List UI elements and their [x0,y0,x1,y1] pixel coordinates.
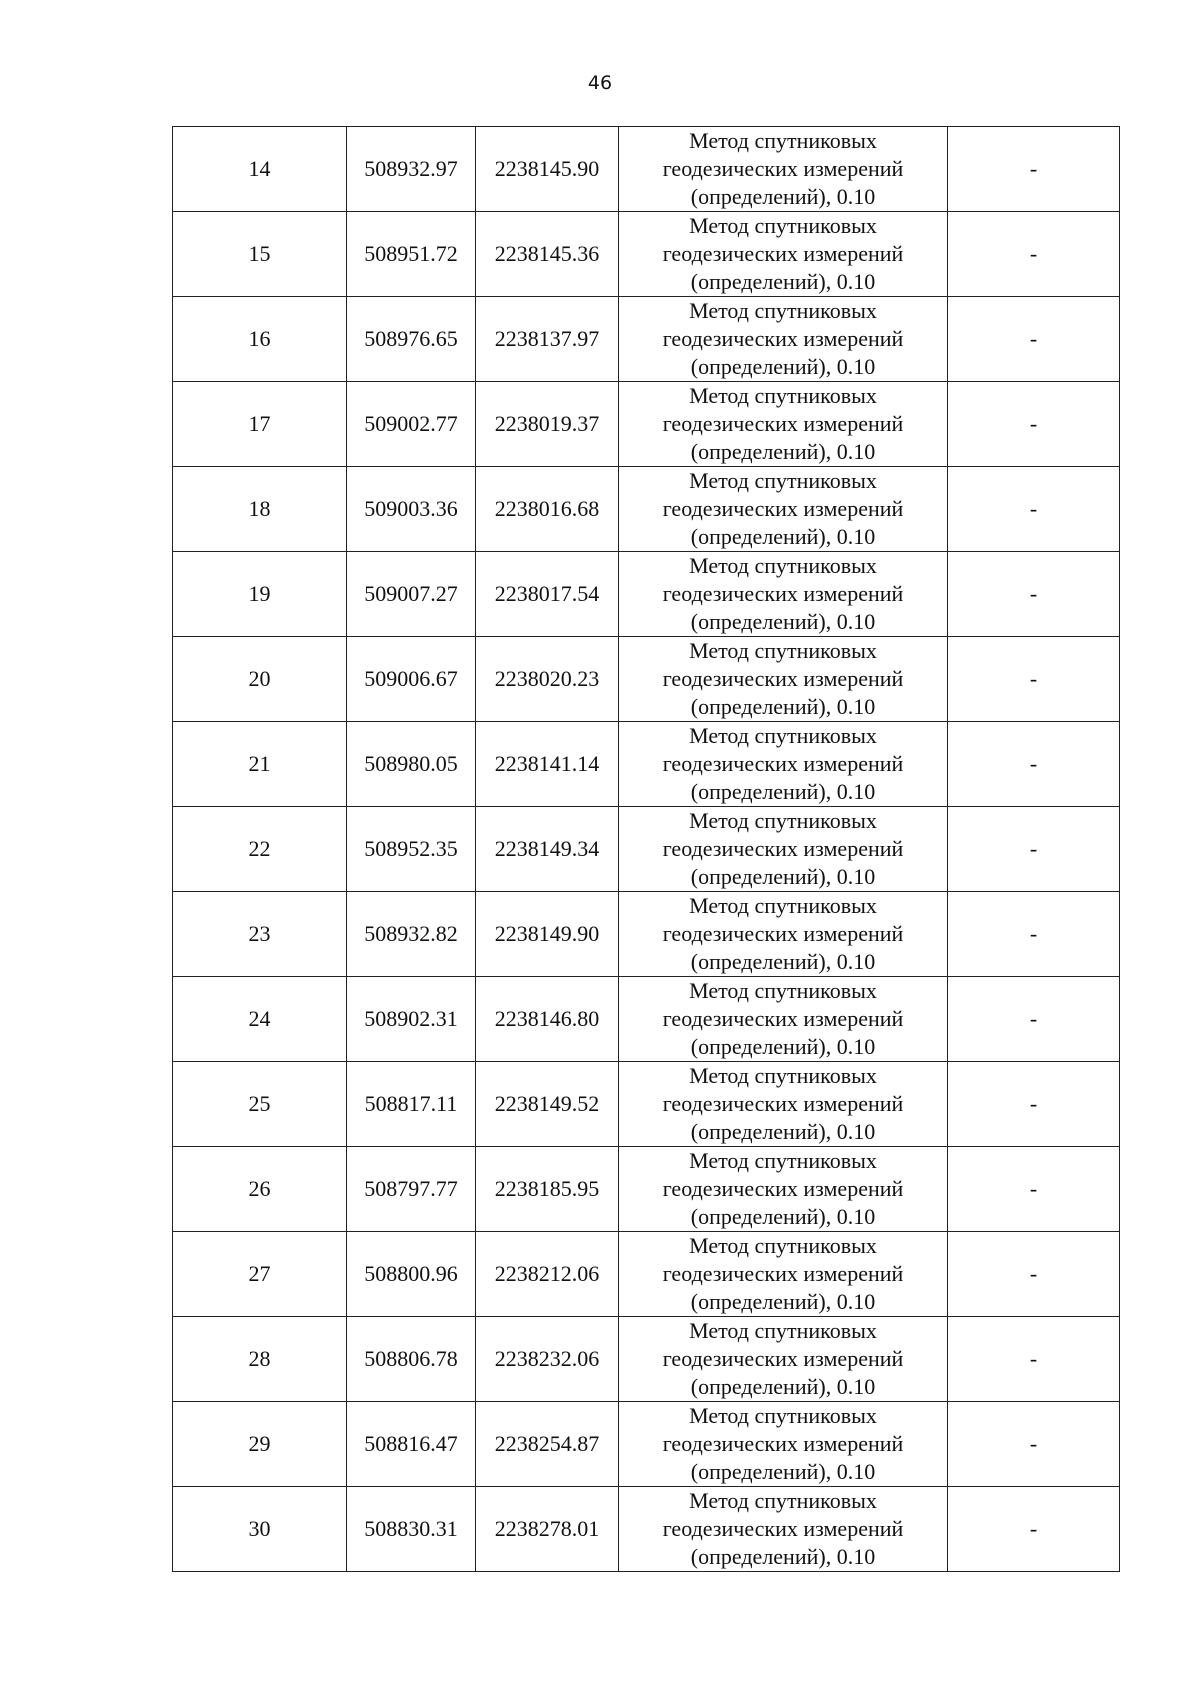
method-cell: Метод спутниковых геодезических измерений (определений), 0.10 [619,637,948,722]
note-cell: - [948,637,1120,722]
table-row [173,297,1120,382]
table-row [173,722,1120,807]
point-number-cell: 16 [173,297,347,382]
table-row [173,127,1120,212]
y-coordinate-cell: 2238145.90 [476,127,619,212]
note-cell: - [948,382,1120,467]
note-cell: - [948,297,1120,382]
x-coordinate-cell: 508902.31 [347,977,476,1062]
y-coordinate-cell: 2238149.52 [476,1062,619,1147]
point-number-cell: 24 [173,977,347,1062]
table-row [173,552,1120,637]
page-number: 46 [587,72,613,94]
table-row [173,1147,1120,1232]
point-number-cell: 27 [173,1232,347,1317]
x-coordinate-cell: 508830.31 [347,1487,476,1572]
y-coordinate-cell: 2238149.90 [476,892,619,977]
point-number-cell: 19 [173,552,347,637]
method-cell: Метод спутниковых геодезических измерений (определений), 0.10 [619,382,948,467]
coordinates-table [172,126,1120,1572]
y-coordinate-cell: 2238141.14 [476,722,619,807]
point-number-cell: 14 [173,127,347,212]
method-cell: Метод спутниковых геодезических измерений (определений), 0.10 [619,1317,948,1402]
x-coordinate-cell: 508816.47 [347,1402,476,1487]
note-cell: - [948,892,1120,977]
point-number-cell: 29 [173,1402,347,1487]
y-coordinate-cell: 2238016.68 [476,467,619,552]
table-row [173,212,1120,297]
table-row [173,1317,1120,1402]
y-coordinate-cell: 2238145.36 [476,212,619,297]
note-cell: - [948,977,1120,1062]
note-cell: - [948,1147,1120,1232]
x-coordinate-cell: 508800.96 [347,1232,476,1317]
y-coordinate-cell: 2238232.06 [476,1317,619,1402]
x-coordinate-cell: 508980.05 [347,722,476,807]
method-cell: Метод спутниковых геодезических измерений (определений), 0.10 [619,467,948,552]
point-number-cell: 22 [173,807,347,892]
method-cell: Метод спутниковых геодезических измерений (определений), 0.10 [619,1232,948,1317]
point-number-cell: 21 [173,722,347,807]
method-cell: Метод спутниковых геодезических измерений (определений), 0.10 [619,977,948,1062]
method-cell: Метод спутниковых геодезических измерений (определений), 0.10 [619,127,948,212]
point-number-cell: 17 [173,382,347,467]
table-row [173,382,1120,467]
x-coordinate-cell: 509003.36 [347,467,476,552]
note-cell: - [948,722,1120,807]
table-row [173,1487,1120,1572]
note-cell: - [948,1232,1120,1317]
y-coordinate-cell: 2238019.37 [476,382,619,467]
y-coordinate-cell: 2238149.34 [476,807,619,892]
x-coordinate-cell: 508976.65 [347,297,476,382]
method-cell: Метод спутниковых геодезических измерений (определений), 0.10 [619,297,948,382]
note-cell: - [948,1487,1120,1572]
method-cell: Метод спутниковых геодезических измерений (определений), 0.10 [619,1487,948,1572]
note-cell: - [948,1402,1120,1487]
table-row [173,1062,1120,1147]
x-coordinate-cell: 508932.82 [347,892,476,977]
method-cell: Метод спутниковых геодезических измерений (определений), 0.10 [619,807,948,892]
x-coordinate-cell: 508932.97 [347,127,476,212]
y-coordinate-cell: 2238017.54 [476,552,619,637]
x-coordinate-cell: 508806.78 [347,1317,476,1402]
method-cell: Метод спутниковых геодезических измерений (определений), 0.10 [619,722,948,807]
method-cell: Метод спутниковых геодезических измерений (определений), 0.10 [619,1062,948,1147]
note-cell: - [948,552,1120,637]
y-coordinate-cell: 2238254.87 [476,1402,619,1487]
note-cell: - [948,127,1120,212]
x-coordinate-cell: 509006.67 [347,637,476,722]
point-number-cell: 26 [173,1147,347,1232]
point-number-cell: 23 [173,892,347,977]
x-coordinate-cell: 509007.27 [347,552,476,637]
point-number-cell: 18 [173,467,347,552]
y-coordinate-cell: 2238185.95 [476,1147,619,1232]
table-row [173,977,1120,1062]
point-number-cell: 15 [173,212,347,297]
table-row [173,1232,1120,1317]
method-cell: Метод спутниковых геодезических измерений (определений), 0.10 [619,1147,948,1232]
note-cell: - [948,807,1120,892]
x-coordinate-cell: 508951.72 [347,212,476,297]
point-number-cell: 20 [173,637,347,722]
y-coordinate-cell: 2238146.80 [476,977,619,1062]
table-row [173,892,1120,977]
method-cell: Метод спутниковых геодезических измерений (определений), 0.10 [619,212,948,297]
point-number-cell: 30 [173,1487,347,1572]
note-cell: - [948,1062,1120,1147]
y-coordinate-cell: 2238020.23 [476,637,619,722]
note-cell: - [948,1317,1120,1402]
y-coordinate-cell: 2238278.01 [476,1487,619,1572]
method-cell: Метод спутниковых геодезических измерений (определений), 0.10 [619,552,948,637]
x-coordinate-cell: 508797.77 [347,1147,476,1232]
x-coordinate-cell: 508817.11 [347,1062,476,1147]
x-coordinate-cell: 508952.35 [347,807,476,892]
table-row [173,637,1120,722]
point-number-cell: 28 [173,1317,347,1402]
y-coordinate-cell: 2238137.97 [476,297,619,382]
table-row [173,1402,1120,1487]
method-cell: Метод спутниковых геодезических измерений (определений), 0.10 [619,892,948,977]
point-number-cell: 25 [173,1062,347,1147]
table-row [173,807,1120,892]
note-cell: - [948,467,1120,552]
table-row [173,467,1120,552]
note-cell: - [948,212,1120,297]
y-coordinate-cell: 2238212.06 [476,1232,619,1317]
coordinates-table-body [173,127,1120,1572]
method-cell: Метод спутниковых геодезических измерений (определений), 0.10 [619,1402,948,1487]
x-coordinate-cell: 509002.77 [347,382,476,467]
